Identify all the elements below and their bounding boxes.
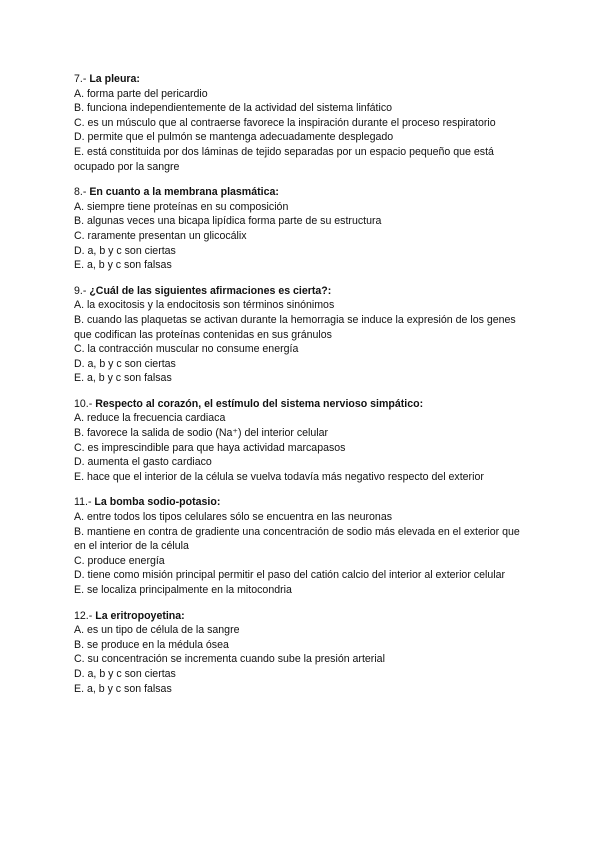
- option-b: B. se produce en la médula ósea: [74, 638, 229, 651]
- option-d: D. aumenta el gasto cardiaco: [74, 456, 212, 469]
- option-d: D. a, b y c son ciertas: [74, 244, 176, 257]
- option-e: E. a, b y c son falsas: [74, 682, 172, 695]
- question-text: La eritropoyetina:: [95, 609, 185, 622]
- option-a: A. entre todos los tipos celulares sólo se encuentra en las neuronas: [74, 511, 393, 524]
- option-c: C. es un músculo que al contraerse favorece la inspiración durante el proceso respiratorio: [74, 116, 496, 129]
- question-10: [74, 397, 534, 485]
- option-c: C. es imprescindible para que haya actividad marcapasos: [74, 441, 346, 454]
- question-9: [74, 284, 534, 386]
- question-7: [74, 72, 534, 174]
- question-number: 11.-: [74, 496, 92, 509]
- question-text: Respecto al corazón, el estímulo del sistema nervioso simpático:: [95, 397, 424, 410]
- option-d: D. a, b y c son ciertas: [74, 667, 176, 680]
- option-a: A. la exocitosis y la endocitosis son términos sinónimos: [74, 299, 335, 312]
- option-e: E. a, b y c son falsas: [74, 259, 172, 272]
- question-title: [74, 284, 534, 299]
- option-a: A. reduce la frecuencia cardiaca: [74, 412, 226, 425]
- question-11: [74, 495, 534, 597]
- question-text: La pleura:: [89, 73, 140, 85]
- question-number: 8.-: [74, 186, 87, 199]
- option-d: D. permite que el pulmón se mantenga adecuadamente desplegado: [74, 131, 394, 144]
- question-text: La bomba sodio-potasio:: [94, 496, 221, 509]
- question-number: 10.-: [74, 397, 93, 410]
- question-title: [74, 185, 534, 200]
- option-c: C. la contracción muscular no consume energía: [74, 343, 299, 356]
- question-text: En cuanto a la membrana plasmática:: [89, 186, 279, 199]
- option-c: C. produce energía: [74, 554, 165, 567]
- option-b: B. favorece la salida de sodio (Na⁺) del interior celular: [74, 427, 329, 440]
- question-title: [74, 495, 534, 510]
- option-a: A. siempre tiene proteínas en su composición: [74, 200, 289, 213]
- option-b: B. funciona independientemente de la actividad del sistema linfático: [74, 102, 393, 115]
- question-list: [74, 72, 534, 707]
- option-a: A. forma parte del pericardio: [74, 87, 208, 100]
- question-number: 7.-: [74, 73, 87, 85]
- option-b: B. cuando las plaquetas se activan durante la hemorragia se induce la expresión de los genes que codifican las proteínas contenidas en sus gránulos: [74, 313, 516, 341]
- question-number: 12.-: [74, 609, 93, 622]
- option-d: D. tiene como misión principal permitir el paso del catión calcio del interior al exterior celular: [74, 569, 506, 582]
- question-number: 9.-: [74, 284, 87, 297]
- question-title: [74, 397, 534, 412]
- option-d: D. a, b y c son ciertas: [74, 357, 176, 370]
- option-e: E. hace que el interior de la célula se vuelva todavía más negativo respecto del exterior: [74, 470, 484, 483]
- option-e: E. a, b y c son falsas: [74, 372, 172, 385]
- question-title: [74, 72, 534, 87]
- option-c: C. raramente presentan un glicocálix: [74, 229, 247, 242]
- option-e: E. está constituida por dos láminas de tejido separadas por un espacio pequeño que está ocupado por la sangre: [74, 145, 494, 173]
- question-8: [74, 185, 534, 273]
- question-12: [74, 609, 534, 697]
- option-e: E. se localiza principalmente en la mitocondria: [74, 584, 292, 596]
- question-text: ¿Cuál de las siguientes afirmaciones es cierta?:: [89, 284, 332, 297]
- option-a: A. es un tipo de célula de la sangre: [74, 624, 240, 637]
- option-c: C. su concentración se incrementa cuando sube la presión arterial: [74, 653, 385, 666]
- option-b: B. mantiene en contra de gradiente una concentración de sodio más elevada en el exterior que en el interior de la célula: [74, 525, 520, 553]
- option-b: B. algunas veces una bicapa lipídica forma parte de su estructura: [74, 215, 382, 228]
- question-title: [74, 609, 534, 624]
